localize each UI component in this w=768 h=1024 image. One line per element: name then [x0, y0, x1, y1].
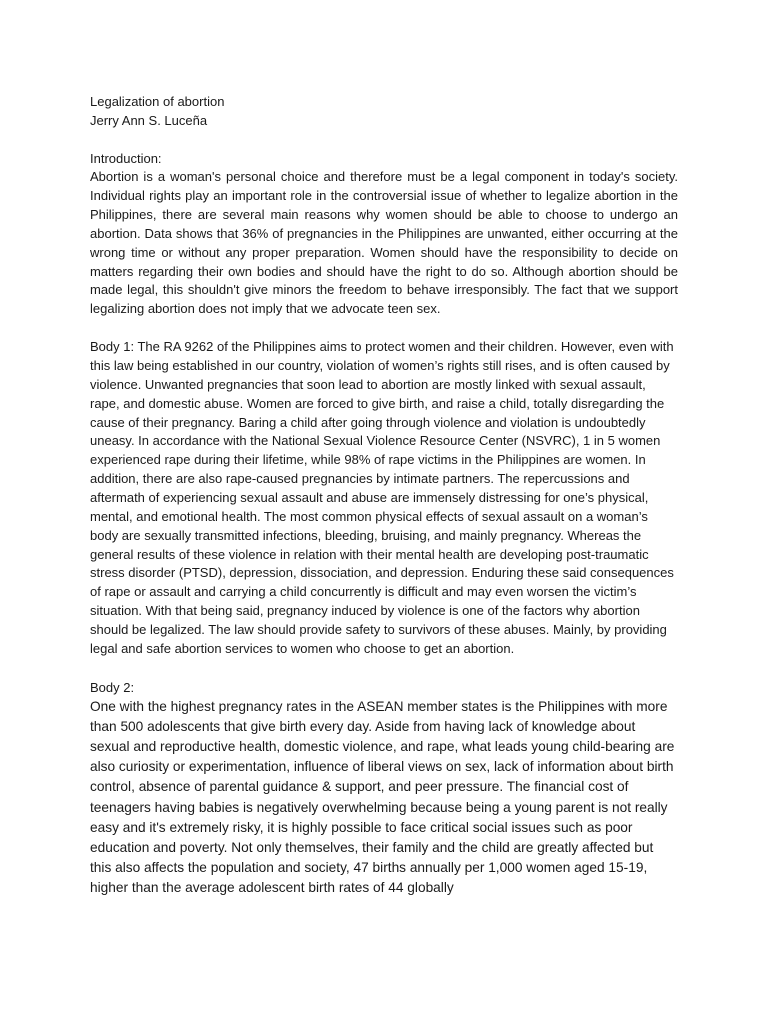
body2-heading: Body 2: — [90, 679, 135, 695]
document-content — [90, 92, 678, 899]
spacer — [90, 130, 678, 149]
introduction-paragraph: Abortion is a woman's personal choice and therefore must be a legal component in today's society. Individual rights play an important role in the controversial issue of whether to legalize abortion in the Philippines, there are several main reasons why women should be able to choose to undergo an abortion. Data shows that 36% of pregnancies in the Philippines are unwanted, either occurring at the wrong time or without any proper preparation. Women should have the responsibility to decide on matters regarding their own bodies and should have the right to do so. Although abortion should be made legal, this shouldn't give minors the freedom to behave irresponsibly. The fact that we support legalizing abortion does not imply that we advocate teen sex. — [90, 169, 678, 317]
body2-paragraph: One with the highest pregnancy rates in the ASEAN member states is the Philippines with more than 500 adolescents that give birth every day. Aside from having lack of knowledge about sexual and reproductive health, domestic violence, and rape, what leads young child-bearing are also curiosity or experimentation, influence of liberal views on sex, lack of information about birth control, absence of parental guidance & support, and peer pressure. The financial cost of teenagers having babies is negatively overwhelming because being a young parent is not really easy and it's extremely risky, it is highly possible to face critical social issues such as poor education and poverty. Not only themselves, their family and the child are greatly affected but this also affects the population and society, 47 births annually per 1,000 women aged 15-19, higher than the average adolescent birth rates of 44 globally — [90, 698, 675, 896]
document-author: Jerry Ann S. Luceña — [90, 113, 208, 128]
document-title: Legalization of abortion — [90, 94, 225, 109]
spacer — [90, 319, 678, 338]
spacer — [90, 659, 678, 678]
body1-paragraph: Body 1: The RA 9262 of the Philippines aims to protect women and their children. However, even with this law being established in our country, violation of women’s rights still rises, and is often caused by violence. Unwanted pregnancies that soon lead to abortion are mostly linked with sexual assault, rape, and domestic abuse. Women are forced to give birth, and raise a child, totally disregarding the cause of their pregnancy. Baring a child after going through violence and violation is undoubtedly uneasy. In accordance with the National Sexual Violence Resource Center (NSVRC), 1 in 5 women experienced rape during their lifetime, while 98% of rape victims in the Philippines are women. In addition, there are also rape-caused pregnancies by intimate partners. The repercussions and aftermath of experiencing sexual assault and abuse are immensely distressing for one’s physical, mental, and emotional health. The most common physical effects of sexual assault on a woman’s body are sexually transmitted infections, bleeding, bruising, and mainly pregnancy. Whereas the general results of these violence in relation with their mental health are developing post-traumatic stress disorder (PTSD), depression, dissociation, and depression. Enduring these said consequences of rape or assault and carrying a child concurrently is difficult and may even worsen the victim’s situation. With that being said, pregnancy induced by violence is one of the factors why abortion should be legalized. The law should provide safety to survivors of these abuses. Mainly, by providing legal and safe abortion services to women who choose to get an abortion. — [90, 339, 674, 656]
introduction-heading: Introduction: — [90, 151, 162, 166]
